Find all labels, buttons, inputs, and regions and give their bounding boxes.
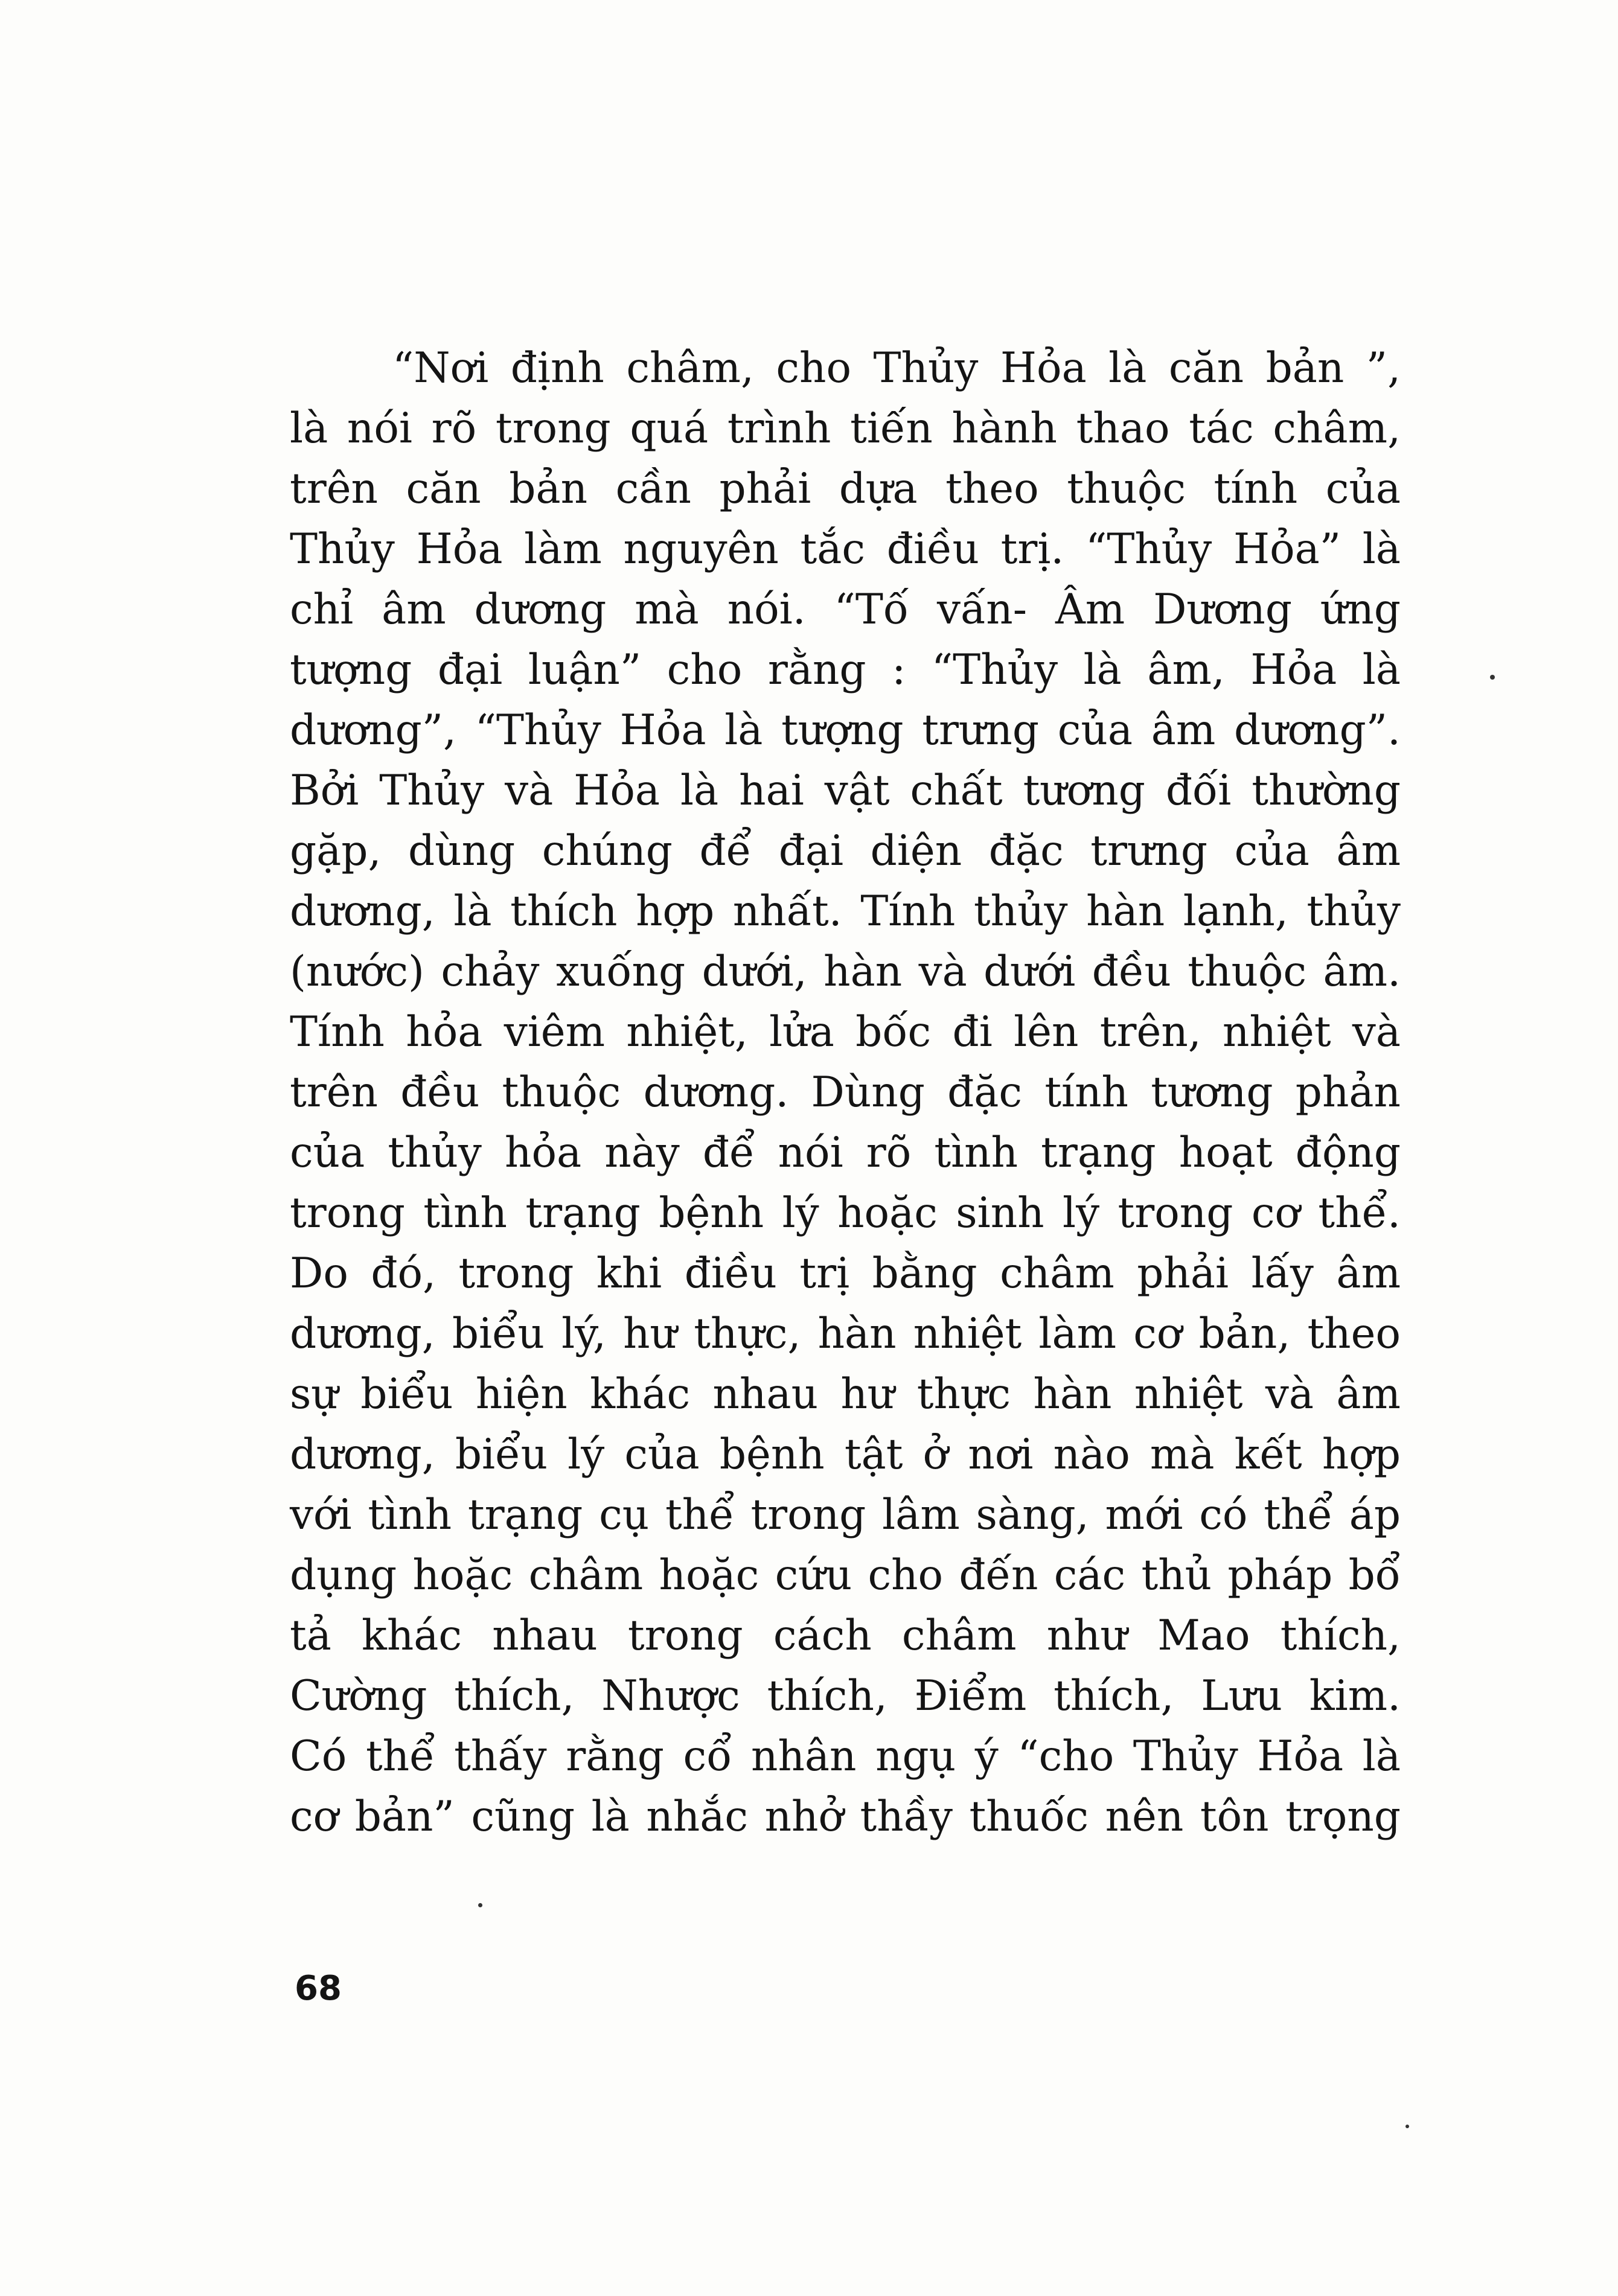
body-paragraph [290,338,1401,1847]
text-line: Bởi Thủy và Hỏa là hai vật chất tương đối thường [290,767,1401,815]
text-line: (nước) chảy xuống dưới, hàn và dưới đều thuộc âm. [290,948,1401,996]
text-line: dụng hoặc châm hoặc cứu cho đến các thủ pháp bổ [290,1551,1401,1599]
text-line: Do đó, trong khi điều trị bằng châm phải lấy âm [290,1249,1401,1298]
text-line: là nói rõ trong quá trình tiến hành thao tác châm, [290,404,1401,453]
text-line: dương, biểu lý, hư thực, hàn nhiệt làm cơ bản, theo [290,1310,1401,1358]
text-line: cơ bản” cũng là nhắc nhở thầy thuốc nên tôn trọng [290,1793,1401,1841]
text-line: dương”, “Thủy Hỏa là tượng trưng của âm dương”. [290,706,1401,754]
text-line: trên đều thuộc dương. Dùng đặc tính tương phản [290,1068,1401,1117]
text-line: gặp, dùng chúng để đại diện đặc trưng của âm [290,827,1401,875]
text-line: Có thể thấy rằng cổ nhân ngụ ý “cho Thủy Hỏa là [290,1732,1401,1781]
text-line: sự biểu hiện khác nhau hư thực hàn nhiệt và âm [290,1370,1401,1418]
scan-speck [478,1903,482,1907]
text-line: trên căn bản cần phải dựa theo thuộc tính của [290,465,1401,513]
text-line: Tính hỏa viêm nhiệt, lửa bốc đi lên trên, nhiệt và [290,1008,1401,1056]
text-line: của thủy hỏa này để nói rõ tình trạng hoạt động [290,1129,1401,1177]
text-line: Thủy Hỏa làm nguyên tắc điều trị. “Thủy Hỏa” là [290,525,1401,573]
text-line: dương, là thích hợp nhất. Tính thủy hàn lạnh, thủy [290,887,1401,936]
text-line: trong tình trạng bệnh lý hoặc sinh lý trong cơ thể. [290,1189,1401,1237]
text-line: tượng đại luận” cho rằng : “Thủy là âm, Hỏa là [290,646,1401,694]
text-line: dương, biểu lý của bệnh tật ở nơi nào mà kết hợp [290,1430,1401,1479]
scan-speck [1490,675,1495,680]
text-line: “Nơi định châm, cho Thủy Hỏa là căn bản ”, [392,344,1401,392]
text-line: với tình trạng cụ thể trong lâm sàng, mới có thể áp [290,1491,1401,1539]
text-line: chỉ âm dương mà nói. “Tố vấn- Âm Dương ứng [290,585,1401,634]
text-line: tả khác nhau trong cách châm như Mao thích, [290,1612,1401,1660]
scan-speck [1405,2125,1409,2128]
page-number: 68 [295,1969,342,2008]
text-line: Cường thích, Nhược thích, Điểm thích, Lưu kim. [290,1672,1401,1720]
